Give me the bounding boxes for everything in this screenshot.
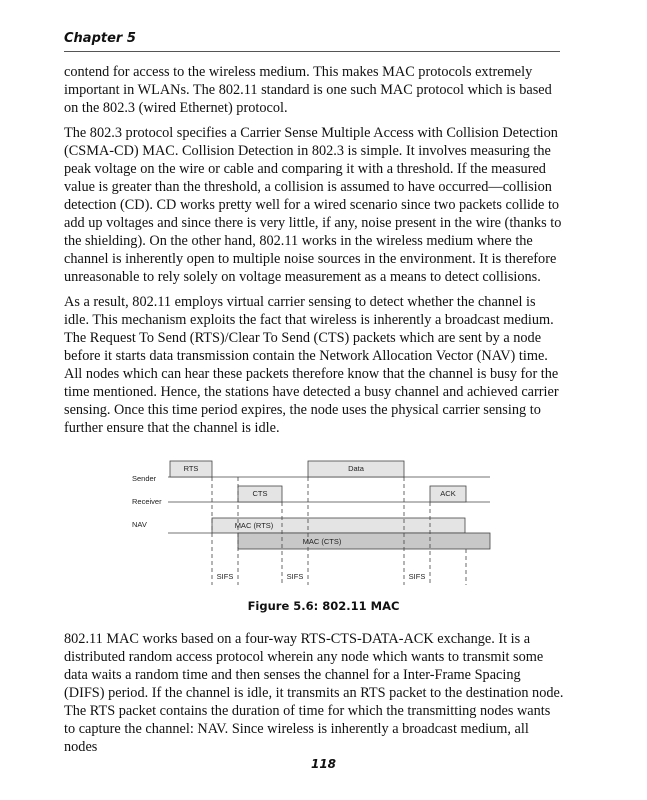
data-label: Data [348,464,364,473]
ack-label: ACK [440,489,456,498]
sifs-label-2: SIFS [286,572,304,581]
nav-cts-label: MAC (CTS) [302,537,342,546]
cts-label: CTS [252,489,268,498]
rts-label: RTS [183,464,199,473]
paragraph-4: 802.11 MAC works based on a four-way RTS-CTS-DATA-ACK exchange. It is a distributed random access protocol wherein any node which wants to transmit some data waits a random time and then senses the channel for a Inter-Frame Spacing (DIFS) period. If the channel is idle, it transmits an RTS packet to the destination node. The RTS packet contains the duration of time for which the transmitting nodes wants to capture the channel: NAV. Since wireless is inherently a broadcast medium, all nodes [64,631,564,755]
sifs-label-3: SIFS [408,572,426,581]
page-number: 118 [310,757,337,771]
sifs-label-1: SIFS [216,572,234,581]
nav-rts-label: MAC (RTS) [234,521,274,530]
sender-label: Sender [132,474,157,483]
paragraph-2: The 802.3 protocol specifies a Carrier Sense Multiple Access with Collision Detection (CSMA-CD) MAC. Collision Detection in 802.3 is simple. It involves measuring the peak voltage on the wire or cable and comparing it with a threshold. If the measured value is greater than the threshold, a collision is assumed to have occurred—collision detection (CD). CD works pretty well for a wired scenario since two packets collide to add up voltages and since there is very little, if any, noise present in the wire (thanks to the shielding). On the other hand, 802.11 works in the wireless medium where the channel is inherently open to multiple noise sources in the environment. It is therefore unreasonable to rely solely on voltage measurement as a means to detect collisions. [64,125,562,285]
nav-cts-bar [238,533,490,549]
paragraph-1: contend for access to the wireless medium. This makes MAC protocols extremely important in WLANs. The 802.11 standard is one such MAC protocol which is based on the 802.3 (wired Ethernet) protocol. [64,64,552,116]
paragraph-3: As a result, 802.11 employs virtual carrier sensing to detect whether the channel is idle. This mechanism exploits the fact that wireless is inherently a broadcast medium. The Request To Send (RTS)/Clear To Send (CTS) packets which are sent by a node before it starts data transmission contain the Network Allocation Vector (NAV) time. All nodes which can hear these packets therefore know that the channel is busy for the time mentioned. Hence, the stations have detected a busy channel and achieved carrier sensing. Once this time period expires, the node uses the physical carrier sensing to further ensure that the channel is idle. [64,294,559,436]
nav-label: NAV [132,520,147,529]
receiver-label: Receiver [132,497,162,506]
chapter-header: Chapter 5 [64,31,136,46]
figure-caption: Figure 5.6: 802.11 MAC [247,599,400,613]
